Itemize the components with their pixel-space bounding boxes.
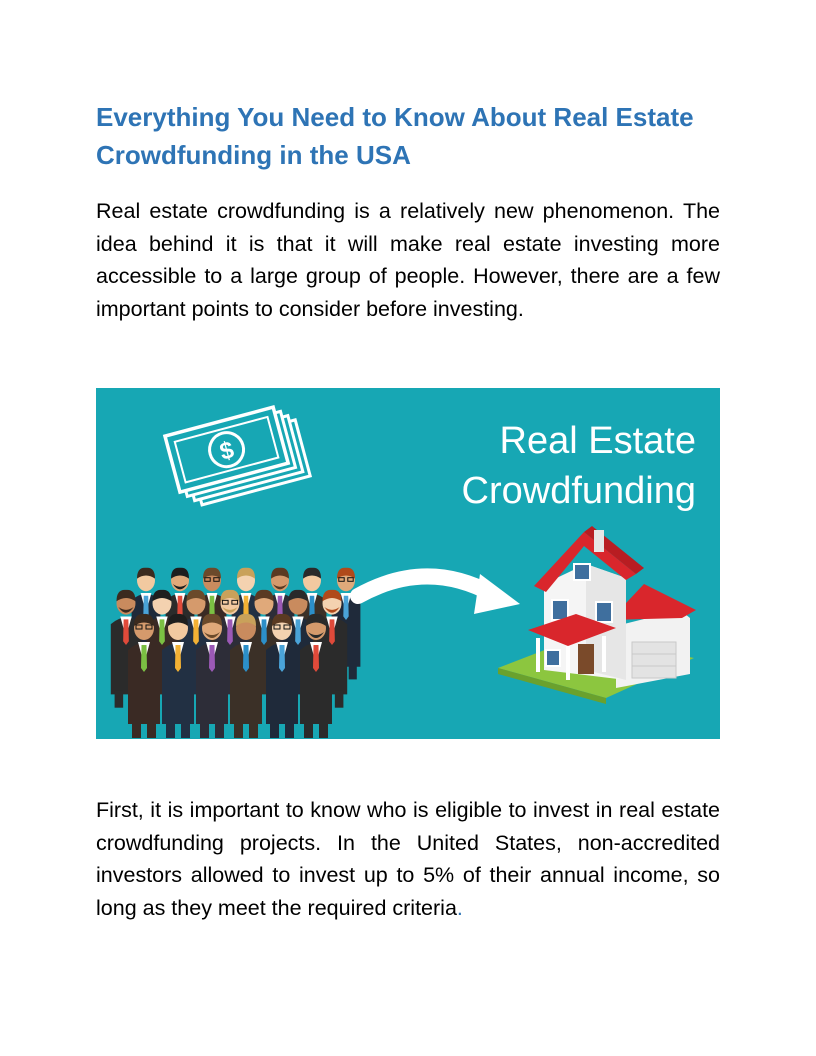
eligibility-period: . [456, 895, 463, 920]
banner-heading-line-1: Real Estate [499, 420, 696, 462]
money-stack-icon [165, 402, 310, 509]
dollar-sign: $ [217, 436, 237, 466]
banner-heading-line-2: Crowdfunding [461, 470, 696, 512]
eligibility-paragraph [96, 794, 720, 924]
crowdfunding-banner-image [96, 388, 720, 739]
crowd-of-investors-illustration [111, 568, 361, 738]
intro-paragraph: Real estate crowdfunding is a relatively new phenomenon. The idea behind it is that it will make real estate investing more accessible to a large group of people. However, there are a few important points to consider before investing. [96, 199, 720, 321]
curved-arrow-icon [358, 574, 520, 614]
page-title: Everything You Need to Know About Real Estate Crowdfunding in the USA [96, 102, 694, 170]
eligibility-text: First, it is important to know who is eligible to invest in real estate crowdfunding projects. In the United States, non-accredited investors allowed to invest up to 5% of their annual income, so long as they meet the required criteria [96, 798, 720, 920]
house-icon [498, 526, 696, 704]
banner-heading [366, 416, 696, 516]
